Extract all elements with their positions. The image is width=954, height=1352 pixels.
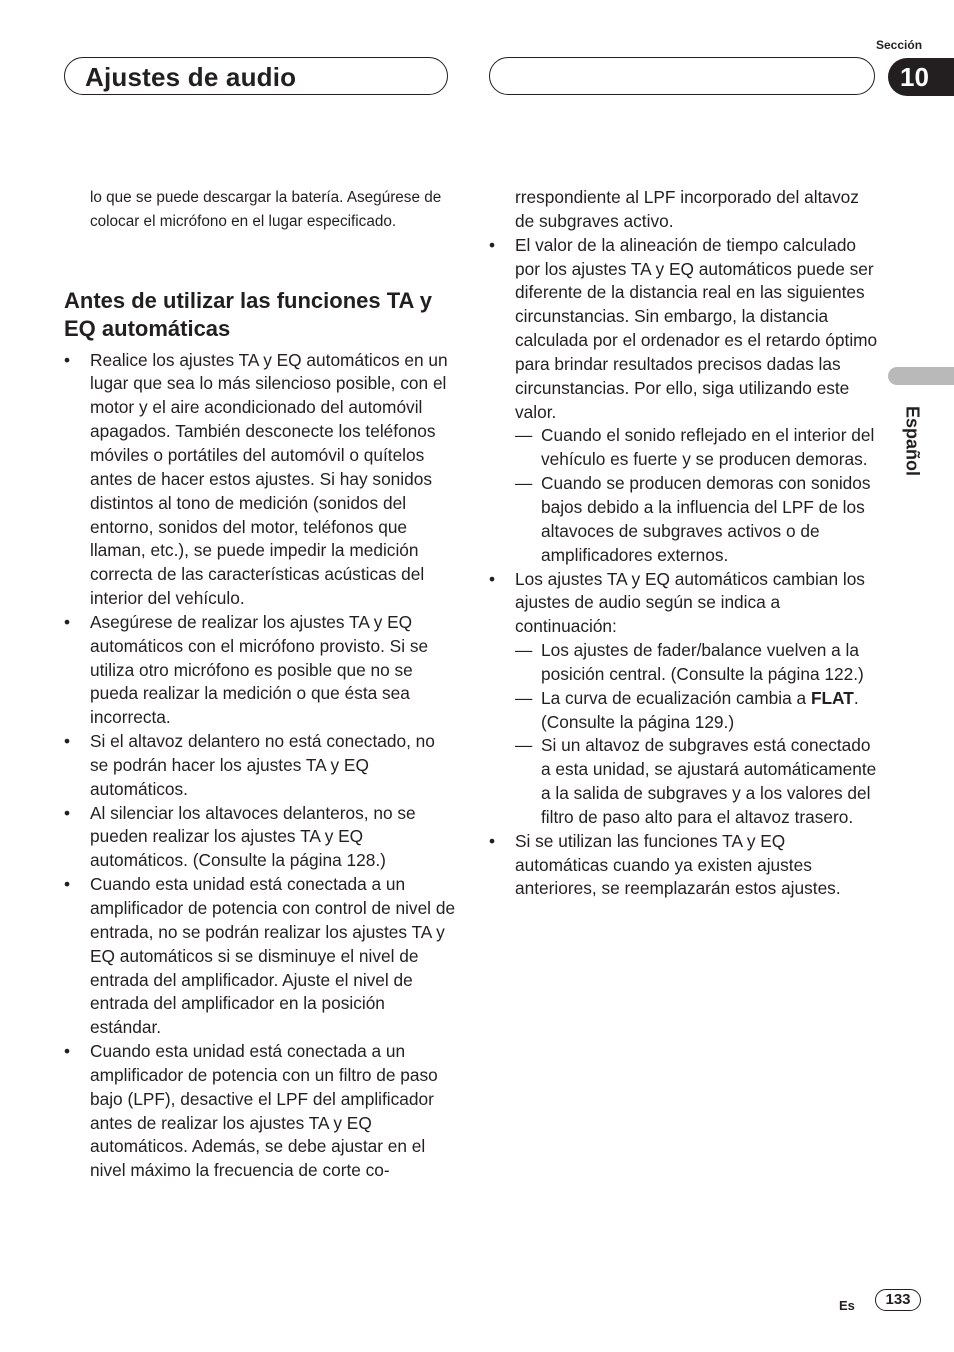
sub-list-item: — Cuando se producen demoras con sonidos bajos debido a la influencia del LPF de los altavoces de subgraves activos o de amplificadores externos. [489,472,879,567]
language-tab-bar [888,367,954,385]
left-column [64,186,456,1183]
header-blank-box [489,57,875,95]
text-fragment: La curva de ecualización cambia a [541,687,811,708]
list-item: • Realice los ajustes TA y EQ automáticos en un lugar que sea lo más silencioso posible, con el motor y el aire acondicionado del automóvil apagados. También desconecte los teléfonos móviles o portátiles del automóvil o quítelos antes de hacer estos ajustes. Si hay sonidos distintos al tono de medición (sonidos del entorno, sonidos del motor, teléfonos que llaman, etc.), se puede impedir la medición correcta de las características acústicas del interior del vehículo. [64,349,456,611]
section-tab [888,58,954,96]
right-column [489,186,879,901]
section-heading: Antes de utilizar las funciones TA y EQ automáticas [64,287,432,341]
sub-list-item: — Cuando el sonido reflejado en el interior del vehículo es fuerte y se producen demoras. [489,424,879,472]
sub-list-item: — Los ajustes de fader/balance vuelven a la posición central. (Consulte la página 122.) [489,639,879,687]
page-title-box [64,57,448,95]
list-item: • Los ajustes TA y EQ automáticos cambian los ajustes de audio según se indica a continuación: [489,568,879,640]
language-text: Español [902,405,923,477]
list-item: • El valor de la alineación de tiempo calculado por los ajustes TA y EQ automáticos puede ser diferente de la distancia real en las siguientes circunstancias. Sin embargo, la distancia calculada por el ordenador es el retardo óptimo para brindar resultados precisos dadas las circunstancias. Por ello, siga utilizando este valor. [489,234,879,425]
flat-setting-label: FLAT [810,687,854,708]
list-item: • Al silenciar los altavoces delanteros, no se pueden realizar los ajustes TA y EQ automáticos. (Consulte la página 128.) [64,802,456,874]
sub-list-item: — Si un altavoz de subgraves está conectado a esta unidad, se ajustará automáticamente a la salida de subgraves y a los valores del filtro de paso alto para el altavoz trasero. [489,734,879,829]
continuation-text: rrespondiente al LPF incorporado del altavoz de subgraves activo. [515,187,859,231]
text-fragment: . (Consulte la página 129.) [541,687,859,732]
list-item: • Si el altavoz delantero no está conectado, no se podrán hacer los ajustes TA y EQ automáticos. [64,730,456,802]
list-item: • Cuando esta unidad está conectada a un amplificador de potencia con control de nivel de entrada, no se podrán realizar los ajustes TA y EQ automáticos si se disminuye el nivel de entrada del amplificador. Ajuste el nivel de entrada del amplificador en la posición estándar. [64,873,456,1040]
list-item: • Si se utilizan las funciones TA y EQ automáticas cuando ya existen ajustes anteriores, se reemplazarán estos ajustes. [489,830,879,902]
list-item: • Asegúrese de realizar los ajustes TA y EQ automáticos con el micrófono provisto. Si se utiliza otro micrófono es posible que no se pueda realizar la medición o que ésta sea incorrecta. [64,611,456,730]
section-label: Sección [876,38,923,52]
sub-list-item [489,687,879,735]
intro-continuation: lo que se puede descargar la batería. Asegúrese de colocar el micrófono en el lugar especificado. [90,189,442,231]
page-number: 133 [875,1289,921,1311]
list-item: • Cuando esta unidad está conectada a un amplificador de potencia con un filtro de paso bajo (LPF), desactive el LPF del amplificador antes de realizar los ajustes TA y EQ automáticos. Además, se debe ajustar en el nivel máximo la frecuencia de corte co- [64,1040,456,1183]
section-number: 10 [900,62,929,92]
page-title: Ajustes de audio [85,62,297,92]
footer-language-code: Es [839,1298,855,1313]
